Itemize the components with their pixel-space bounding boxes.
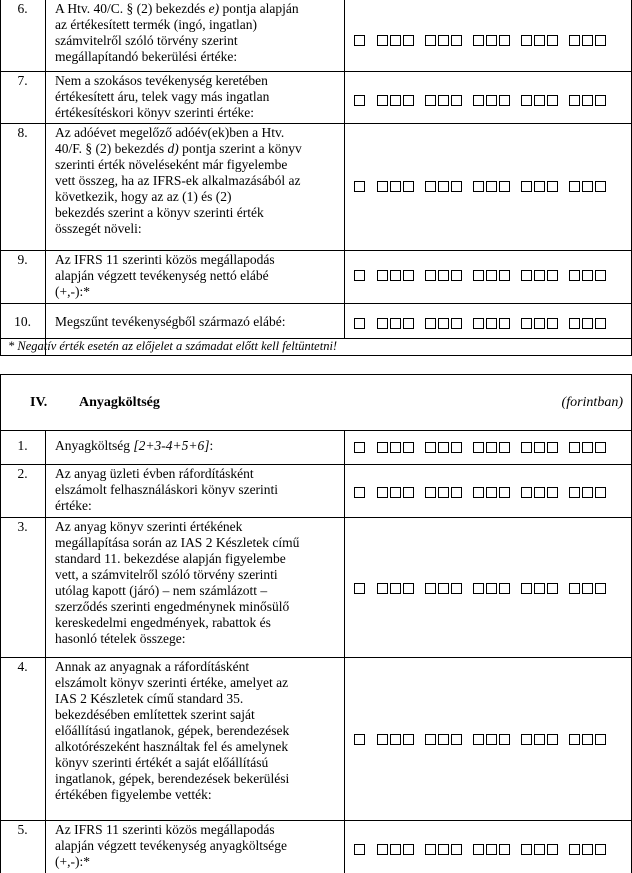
- digit-box[interactable]: [521, 734, 532, 745]
- table-row: [0, 123, 632, 250]
- amount-input-boxes[interactable]: [354, 487, 624, 498]
- digit-box[interactable]: [499, 487, 510, 498]
- digit-box[interactable]: [521, 442, 532, 453]
- table-row: [0, 0, 632, 71]
- digit-box[interactable]: [403, 487, 414, 498]
- digit-box[interactable]: [582, 844, 593, 855]
- digit-box[interactable]: [451, 95, 462, 106]
- digit-box[interactable]: [425, 844, 436, 855]
- digit-box[interactable]: [438, 318, 449, 329]
- row-number: 8.: [17, 125, 28, 140]
- digit-box[interactable]: [377, 734, 388, 745]
- digit-box[interactable]: [595, 583, 606, 594]
- digit-box[interactable]: [390, 487, 401, 498]
- row-number: 2.: [17, 466, 28, 481]
- row-number: 3.: [17, 519, 28, 534]
- digit-box[interactable]: [582, 442, 593, 453]
- digit-box[interactable]: [582, 734, 593, 745]
- sign-digit-box[interactable]: [354, 734, 365, 745]
- digit-box[interactable]: [473, 35, 484, 46]
- table-row: [0, 250, 632, 303]
- digit-box[interactable]: [403, 318, 414, 329]
- row-number: 7.: [17, 73, 28, 88]
- digit-box[interactable]: [377, 844, 388, 855]
- digit-box[interactable]: [547, 270, 558, 281]
- row-label: A Htv. 40/C. § (2) bekezdés e) pontja alapján az értékesített termék (ingó, ingatlan) számvitelről szóló törvény szerint megállapítandó bekerülési értéke:: [55, 1, 299, 64]
- sign-digit-box[interactable]: [354, 487, 365, 498]
- digit-box[interactable]: [425, 95, 436, 106]
- digit-box[interactable]: [582, 318, 593, 329]
- amount-input-boxes[interactable]: [354, 318, 624, 329]
- row-number: 10.: [14, 314, 31, 329]
- digit-box[interactable]: [547, 318, 558, 329]
- digit-box[interactable]: [547, 583, 558, 594]
- digit-box[interactable]: [438, 487, 449, 498]
- digit-box[interactable]: [403, 95, 414, 106]
- digit-box[interactable]: [438, 35, 449, 46]
- digit-box[interactable]: [547, 844, 558, 855]
- digit-box[interactable]: [403, 442, 414, 453]
- digit-box[interactable]: [521, 318, 532, 329]
- digit-box[interactable]: [403, 270, 414, 281]
- digit-box[interactable]: [377, 270, 388, 281]
- digit-box[interactable]: [403, 734, 414, 745]
- digit-box[interactable]: [499, 734, 510, 745]
- digit-box[interactable]: [547, 487, 558, 498]
- digit-box[interactable]: [438, 583, 449, 594]
- digit-box[interactable]: [499, 583, 510, 594]
- digit-box[interactable]: [473, 442, 484, 453]
- digit-box[interactable]: [486, 35, 497, 46]
- digit-box[interactable]: [486, 318, 497, 329]
- digit-box[interactable]: [473, 181, 484, 192]
- digit-box[interactable]: [425, 487, 436, 498]
- amount-input-boxes[interactable]: [354, 35, 624, 46]
- amount-input-boxes[interactable]: [354, 95, 624, 106]
- row-label: Az IFRS 11 szerinti közös megállapodás alapján végzett tevékenység nettó elábé (+,-):*: [55, 252, 275, 299]
- digit-box[interactable]: [473, 583, 484, 594]
- row-label: Nem a szokásos tevékenység keretében értékesített áru, telek vagy más ingatlan értékesítéskori könyv szerinti értéke:: [55, 73, 270, 120]
- digit-box[interactable]: [534, 442, 545, 453]
- digit-box[interactable]: [486, 487, 497, 498]
- digit-box[interactable]: [403, 35, 414, 46]
- digit-box[interactable]: [473, 487, 484, 498]
- digit-box[interactable]: [569, 734, 580, 745]
- digit-box[interactable]: [582, 35, 593, 46]
- digit-box[interactable]: [390, 270, 401, 281]
- digit-box[interactable]: [569, 844, 580, 855]
- row-label: Az IFRS 11 szerinti közös megállapodás alapján végzett tevékenység anyagköltsége (+,-):*: [55, 822, 288, 869]
- amount-input-boxes[interactable]: [354, 442, 624, 453]
- table-elabe: [0, 0, 632, 356]
- amount-input-boxes[interactable]: [354, 181, 624, 192]
- row-number: 1.: [17, 438, 28, 453]
- digit-box[interactable]: [582, 487, 593, 498]
- row-label: Anyagköltség [2+3-4+5+6]:: [55, 438, 214, 453]
- digit-box[interactable]: [499, 270, 510, 281]
- digit-box[interactable]: [486, 95, 497, 106]
- sign-digit-box[interactable]: [354, 95, 365, 106]
- digit-box[interactable]: [595, 487, 606, 498]
- digit-box[interactable]: [595, 734, 606, 745]
- digit-box[interactable]: [451, 270, 462, 281]
- row-number: 4.: [17, 659, 28, 674]
- digit-box[interactable]: [390, 318, 401, 329]
- table-row: [0, 464, 632, 517]
- digit-box[interactable]: [377, 35, 388, 46]
- digit-box[interactable]: [569, 442, 580, 453]
- digit-box[interactable]: [569, 95, 580, 106]
- digit-box[interactable]: [582, 95, 593, 106]
- digit-box[interactable]: [534, 270, 545, 281]
- row-label: Az adóévet megelőző adóév(ek)ben a Htv. 40/F. § (2) bekezdés d) pontja szerint a könyv szerinti érték növeléseként már figyelembe vett összeg, ha az IFRS-ek alkalmazásából az következik, hogy az az (1) és (2) bekezdés szerint a könyv szerinti érték összegét növeli:: [55, 125, 302, 236]
- digit-box[interactable]: [595, 95, 606, 106]
- digit-box[interactable]: [451, 442, 462, 453]
- digit-box[interactable]: [377, 442, 388, 453]
- digit-box[interactable]: [390, 734, 401, 745]
- digit-box[interactable]: [438, 734, 449, 745]
- table-row: [0, 303, 632, 338]
- digit-box[interactable]: [451, 487, 462, 498]
- digit-box[interactable]: [547, 442, 558, 453]
- digit-box[interactable]: [425, 734, 436, 745]
- digit-box[interactable]: [390, 95, 401, 106]
- digit-box[interactable]: [451, 844, 462, 855]
- digit-box[interactable]: [521, 270, 532, 281]
- digit-box[interactable]: [534, 844, 545, 855]
- row-label: Az anyag könyv szerinti értékének megállapítása során az IAS 2 Készletek című standard 11. bekezdése alapján figyelembe vett, a számvitelről szóló törvény szerinti utólag kapott (járó) – nem számlázott – szerződés szerinti engedménynek minősülő kereskedelmi engedmények, rabattok és hasonló tételek összege:: [55, 519, 300, 646]
- digit-box[interactable]: [569, 181, 580, 192]
- digit-box[interactable]: [390, 583, 401, 594]
- sign-digit-box[interactable]: [354, 35, 365, 46]
- digit-box[interactable]: [390, 35, 401, 46]
- row-number: 5.: [17, 822, 28, 837]
- digit-box[interactable]: [547, 734, 558, 745]
- digit-box[interactable]: [425, 35, 436, 46]
- digit-box[interactable]: [390, 181, 401, 192]
- digit-box[interactable]: [473, 844, 484, 855]
- digit-box[interactable]: [534, 318, 545, 329]
- digit-box[interactable]: [451, 181, 462, 192]
- sign-digit-box[interactable]: [354, 270, 365, 281]
- amount-input-boxes[interactable]: [354, 734, 624, 745]
- digit-box[interactable]: [425, 583, 436, 594]
- digit-box[interactable]: [534, 487, 545, 498]
- digit-box[interactable]: [547, 95, 558, 106]
- table-row: [0, 430, 632, 464]
- digit-box[interactable]: [438, 95, 449, 106]
- digit-box[interactable]: [438, 181, 449, 192]
- digit-box[interactable]: [390, 844, 401, 855]
- digit-box[interactable]: [377, 487, 388, 498]
- digit-box[interactable]: [547, 35, 558, 46]
- digit-box[interactable]: [486, 270, 497, 281]
- digit-box[interactable]: [377, 181, 388, 192]
- digit-box[interactable]: [569, 487, 580, 498]
- digit-box[interactable]: [569, 318, 580, 329]
- digit-box[interactable]: [425, 270, 436, 281]
- digit-box[interactable]: [438, 844, 449, 855]
- row-number: 6.: [17, 1, 28, 16]
- digit-box[interactable]: [451, 318, 462, 329]
- digit-box[interactable]: [521, 95, 532, 106]
- digit-box[interactable]: [377, 583, 388, 594]
- section-number: IV.: [30, 395, 48, 410]
- row-label: Az anyag üzleti évben ráfordításként elszámolt felhasználáskori könyv szerinti értéke:: [55, 466, 279, 513]
- digit-box[interactable]: [547, 181, 558, 192]
- digit-box[interactable]: [451, 583, 462, 594]
- sign-digit-box[interactable]: [354, 583, 365, 594]
- digit-box[interactable]: [451, 734, 462, 745]
- table-row: [0, 657, 632, 820]
- digit-box[interactable]: [486, 181, 497, 192]
- digit-box[interactable]: [425, 181, 436, 192]
- digit-box[interactable]: [534, 583, 545, 594]
- digit-box[interactable]: [569, 270, 580, 281]
- row-label: Megszűnt tevékenységből származó elábé:: [55, 314, 286, 329]
- table-row: [0, 517, 632, 657]
- digit-box[interactable]: [403, 844, 414, 855]
- section-unit: (forintban): [561, 395, 623, 410]
- digit-box[interactable]: [534, 734, 545, 745]
- footnote: * Negatív érték esetén az előjelet a számadat előtt kell feltüntetni!: [8, 339, 338, 353]
- digit-box[interactable]: [403, 583, 414, 594]
- digit-box[interactable]: [499, 95, 510, 106]
- digit-box[interactable]: [486, 734, 497, 745]
- digit-box[interactable]: [390, 442, 401, 453]
- digit-box[interactable]: [595, 35, 606, 46]
- digit-box[interactable]: [451, 35, 462, 46]
- digit-box[interactable]: [521, 844, 532, 855]
- sign-digit-box[interactable]: [354, 442, 365, 453]
- digit-box[interactable]: [486, 583, 497, 594]
- digit-box[interactable]: [534, 181, 545, 192]
- digit-box[interactable]: [403, 181, 414, 192]
- digit-box[interactable]: [582, 583, 593, 594]
- digit-box[interactable]: [377, 95, 388, 106]
- sign-digit-box[interactable]: [354, 181, 365, 192]
- digit-box[interactable]: [377, 318, 388, 329]
- digit-box[interactable]: [425, 318, 436, 329]
- digit-box[interactable]: [569, 35, 580, 46]
- digit-box[interactable]: [499, 181, 510, 192]
- digit-box[interactable]: [473, 95, 484, 106]
- amount-input-boxes[interactable]: [354, 583, 624, 594]
- digit-box[interactable]: [521, 181, 532, 192]
- table-anyagkoltseg: [0, 430, 632, 873]
- digit-box[interactable]: [595, 270, 606, 281]
- digit-box[interactable]: [438, 270, 449, 281]
- digit-box[interactable]: [438, 442, 449, 453]
- row-label: Annak az anyagnak a ráfordításként elszámolt könyv szerinti értéke, amelyet az IAS 2 Készletek című standard 35. bekezdésében említettek szerint saját előállítású ingatlanok, gépek, berendezések alkotórészeként használtak fel és amelynek könyv szerinti értékét a saját előállítású ingatlanok, gépek, berendezések bekerülési értékében figyelembe vették:: [55, 659, 290, 802]
- table-row: [0, 820, 632, 873]
- section-header: [0, 374, 632, 430]
- digit-box[interactable]: [486, 442, 497, 453]
- digit-box[interactable]: [595, 318, 606, 329]
- digit-box[interactable]: [582, 270, 593, 281]
- digit-box[interactable]: [595, 844, 606, 855]
- digit-box[interactable]: [534, 95, 545, 106]
- amount-input-boxes[interactable]: [354, 270, 624, 281]
- digit-box[interactable]: [521, 487, 532, 498]
- row-number: 9.: [17, 252, 28, 267]
- digit-box[interactable]: [473, 734, 484, 745]
- digit-box[interactable]: [595, 181, 606, 192]
- digit-box[interactable]: [499, 442, 510, 453]
- digit-box[interactable]: [499, 318, 510, 329]
- digit-box[interactable]: [582, 181, 593, 192]
- sign-digit-box[interactable]: [354, 844, 365, 855]
- digit-box[interactable]: [473, 318, 484, 329]
- sign-digit-box[interactable]: [354, 318, 365, 329]
- digit-box[interactable]: [425, 442, 436, 453]
- digit-box[interactable]: [499, 844, 510, 855]
- digit-box[interactable]: [534, 35, 545, 46]
- section-title: Anyagköltség: [79, 395, 160, 410]
- digit-box[interactable]: [569, 583, 580, 594]
- digit-box[interactable]: [521, 583, 532, 594]
- amount-input-boxes[interactable]: [354, 844, 624, 855]
- digit-box[interactable]: [499, 35, 510, 46]
- digit-box[interactable]: [521, 35, 532, 46]
- digit-box[interactable]: [473, 270, 484, 281]
- digit-box[interactable]: [486, 844, 497, 855]
- digit-box[interactable]: [595, 442, 606, 453]
- table-row: [0, 71, 632, 123]
